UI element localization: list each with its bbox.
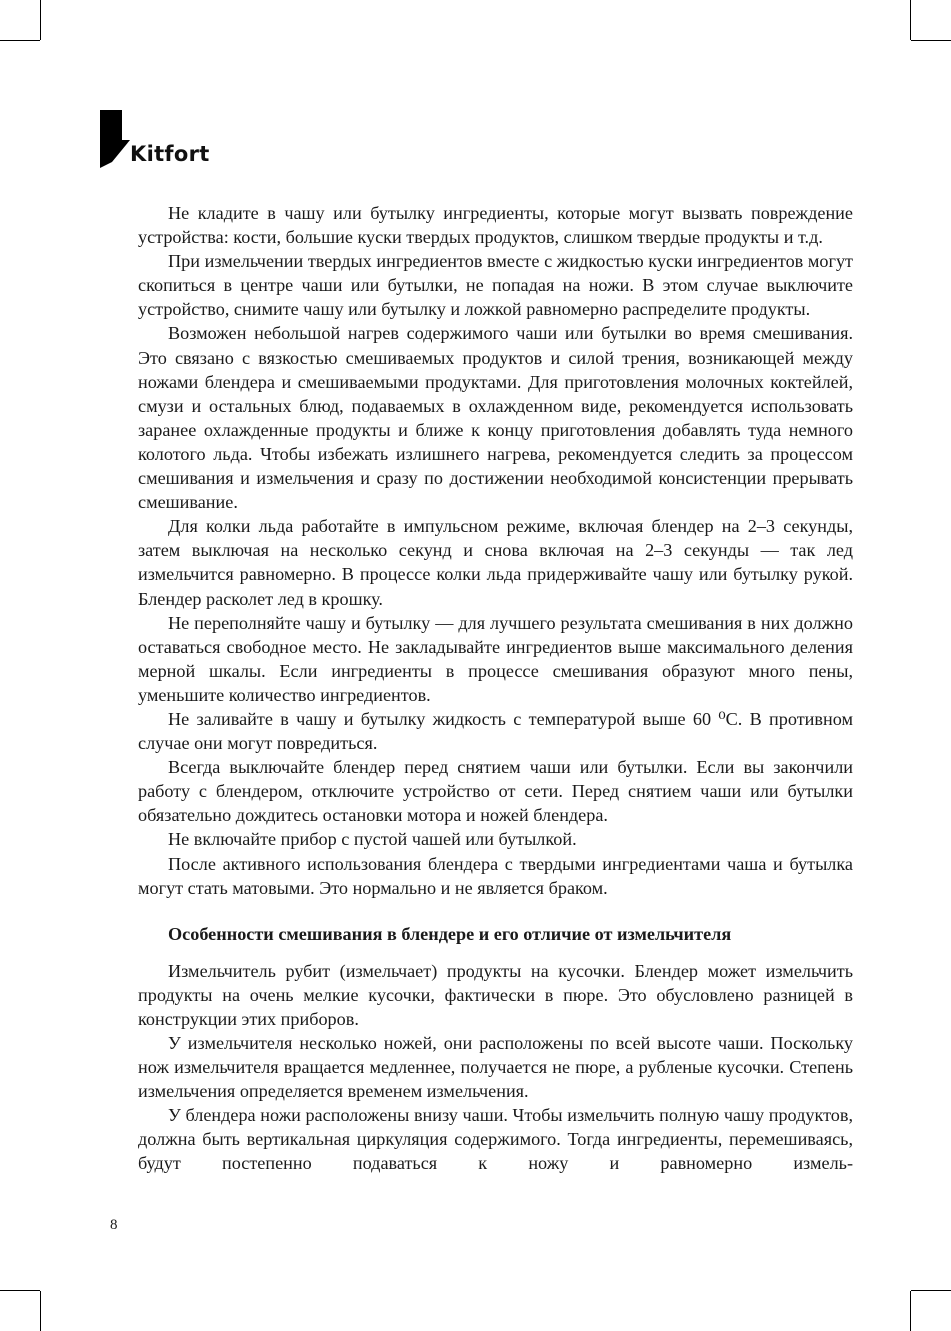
crop-mark-top-right-h [911, 40, 951, 41]
crop-mark-top-right-v [910, 0, 911, 40]
paragraph: У блендера ножи расположены внизу чаши. Чтобы измельчить полную чашу продуктов, должна быть вертикальная циркуляция содержимого. Тогда ингредиенты, перемешиваясь, будут постепенно подаваться к ножу и равномерно измель- [138, 1105, 853, 1174]
crop-mark-bottom-right-h [911, 1290, 951, 1291]
document-body [138, 201, 853, 1176]
crop-mark-bottom-left-h [0, 1290, 40, 1291]
crop-mark-bottom-right-v [910, 1291, 911, 1331]
crop-mark-top-left-v [40, 0, 41, 40]
paragraph: При измельчении твердых ингредиентов вместе с жидкостью куски ингредиентов могут скопиться в центре чаши или бутылки, не попадая на ножи. В этом случае выключите устройство, снимите чашу или бутылку и ложкой равномерно распределите продукты. [138, 251, 853, 320]
paragraph: Не включайте прибор с пустой чашей или бутылкой. [168, 829, 577, 850]
crop-mark-bottom-left-v [40, 1291, 41, 1331]
paragraph: У измельчителя несколько ножей, они расположены по всей высоте чаши. Поскольку нож измельчителя вращается медленнее, получается не пюре, а рубленые кусочки. Степень измельчения определяется временем измельчения. [138, 1033, 853, 1102]
crop-mark-top-left-h [0, 40, 40, 41]
section-heading: Особенности смешивания в блендере и его отличие от измельчителя [168, 923, 732, 944]
paragraph: После активного использования блендера с твердыми ингредиентами чаша и бутылка могут стать матовыми. Это нормально и не является браком. [138, 853, 853, 898]
paragraph: Для колки льда работайте в импульсном режиме, включая блендер на 2–3 секунды, затем выключая на несколько секунд и снова включая на 2–3 секунды — так лед измельчится равномерно. В процессе колки льда придерживайте чашу или бутылку рукой. Блендер расколет лед в крошку. [138, 516, 853, 609]
paragraph: Всегда выключайте блендер перед снятием чаши или бутылки. Если вы закончили работу с блендером, отключите устройство от сети. Перед снятием чаши или бутылки обязательно дождитесь остановки мотора и ножей блендера. [138, 757, 853, 826]
brand-name: Kitfort [130, 142, 210, 166]
page-number: 8 [110, 1217, 118, 1233]
paragraph: Измельчитель рубит (измельчает) продукты на кусочки. Блендер может измельчить продукты на очень мелкие кусочки, фактически в пюре. Это обусловлено разницей в конструкции этих приборов. [138, 960, 853, 1029]
paragraph: Не переполняйте чашу и бутылку — для лучшего результата смешивания в них должно оставаться свободное место. Не закладывайте ингредиентов выше максимального деления мерной шкалы. Если ингредиенты в процессе смешивания образуют много пены, уменьшите количество ингредиентов. [138, 612, 853, 705]
paragraph: Не кладите в чашу или бутылку ингредиенты, которые могут вызвать повреждение устройства: кости, большие куски твердых продуктов, слишком твердые продукты и т.д. [138, 203, 853, 248]
paragraph: Возможен небольшой нагрев содержимого чаши или бутылки во время смешивания. Это связано с вязкостью смешиваемых продуктов и силой трения, возникающей между ножами блендера и смешиваемыми продуктами. Для приготовления молочных коктейлей, смузи и остальных блюд, подаваемых в охлажденном виде, рекомендуется использовать заранее охлажденные продукты и ближе к концу приготовления добавлять туда немного колотого льда. Чтобы избежать излишнего нагрева, рекомендуется следить за процессом смешивания и измельчения и сразу по достижении необходимой консистенции прерывать смешивание. [138, 323, 853, 513]
kitfort-logo-icon [100, 110, 132, 170]
paragraph: Не заливайте в чашу и бутылку жидкость с температурой выше 60 ⁰С. В противном случае они могут повредиться. [138, 708, 853, 754]
